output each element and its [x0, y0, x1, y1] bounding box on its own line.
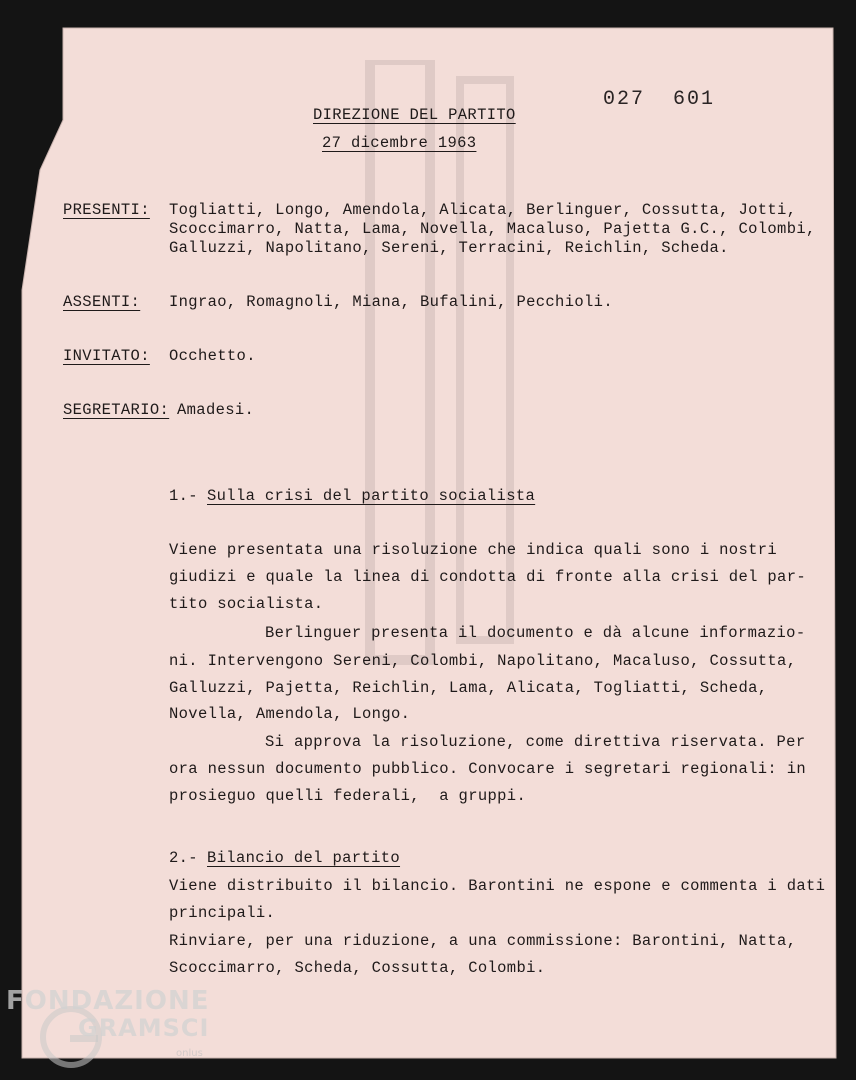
presenti-line: Scoccimarro, Natta, Lama, Novella, Macaluso, Pajetta G.C., Colombi, [169, 220, 816, 238]
section2-line: Rinviare, per una riduzione, a una commissione: Barontini, Natta, [169, 932, 797, 950]
document-date: 27 dicembre 1963 [322, 134, 477, 152]
section1-line: Novella, Amendola, Longo. [169, 705, 411, 723]
section1-line: giudizi e quale la linea di condotta di fronte alla crisi del par- [169, 568, 806, 586]
section1-title: Sulla crisi del partito socialista [207, 487, 536, 505]
segretario-value: Amadesi. [177, 401, 255, 419]
section2-line: principali. [169, 904, 276, 922]
section1-line: Galluzzi, Pajetta, Reichlin, Lama, Alicata, Togliatti, Scheda, [169, 679, 768, 697]
presenti-line: Galluzzi, Napolitano, Sereni, Terracini, Reichlin, Scheda. [169, 239, 729, 257]
watermark-line1: FONDAZIONE [6, 986, 210, 1016]
presenti-label: PRESENTI: [63, 201, 150, 219]
section1-line: ni. Intervengono Sereni, Colombi, Napolitano, Macaluso, Cossutta, [169, 652, 797, 670]
presenti-line: Togliatti, Longo, Amendola, Alicata, Berlinguer, Cossutta, Jotti, [169, 201, 797, 219]
section1-line: tito socialista. [169, 595, 324, 613]
section2-number: 2.- [169, 849, 198, 867]
section2-line: Viene distribuito il bilancio. Barontini ne espone e commenta i dati [169, 877, 826, 895]
faded-stamp [350, 60, 540, 680]
invitato-label: INVITATO: [63, 347, 150, 365]
segretario-label: SEGRETARIO: [63, 401, 170, 419]
assenti-label: ASSENTI: [63, 293, 141, 311]
document-title: DIREZIONE DEL PARTITO [313, 106, 516, 124]
section1-number: 1.- [169, 487, 198, 505]
fondazione-gramsci-watermark [6, 986, 221, 1076]
section2-line: Scoccimarro, Scheda, Cossutta, Colombi. [169, 959, 546, 977]
section1-line: Si approva la risoluzione, come direttiva riservata. Per [265, 733, 806, 751]
invitato-value: Occhetto. [169, 347, 256, 365]
document-number: 027 601 [603, 88, 716, 111]
assenti-list: Ingrao, Romagnoli, Miana, Bufalini, Pecchioli. [169, 293, 613, 311]
watermark-onlus: onlus [176, 1048, 203, 1059]
section2-title: Bilancio del partito [207, 849, 401, 867]
section1-line: Berlinguer presenta il documento e dà alcune informazio- [265, 624, 806, 642]
section1-line: prosieguo quelli federali, a gruppi. [169, 787, 527, 805]
watermark-line2: GRAMSCI [78, 1014, 210, 1042]
section1-line: Viene presentata una risoluzione che indica quali sono i nostri [169, 541, 778, 559]
section1-line: ora nessun documento pubblico. Convocare i segretari regionali: in [169, 760, 806, 778]
